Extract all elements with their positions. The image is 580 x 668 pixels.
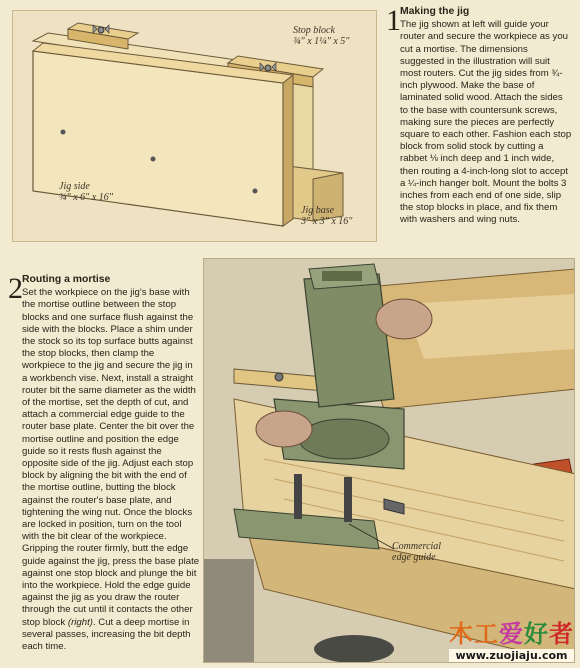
router-drawing — [204, 259, 575, 663]
step-1-title: Making the jig — [400, 6, 470, 17]
step-2-title: Routing a mortise — [22, 274, 111, 285]
watermark-url: www.zuojiaju.com — [449, 649, 574, 662]
step-1-number: 1 — [386, 4, 401, 37]
step-2-text — [8, 274, 200, 653]
jig-illustration — [12, 10, 377, 242]
step-1-text — [386, 6, 572, 227]
watermark — [449, 614, 574, 662]
jig-side-label: Jig side ¾" x 6" x 16" — [59, 181, 113, 203]
watermark-chars: 木工爱好者 — [449, 620, 574, 648]
step-2-body: Set the workpiece on the jig's base with the mortise outline between the stop blocks and one surface flush against the side with the blocks. Place a shim under the stock so its top surface butts against the stop blocks, then clamp the workpiece to the jig and secure the jig in a workbench vise. Next, install a straight router bit the same diameter as the width of the mortise, set the depth of cut, and attach a commercial edge guide to the router base plate. Center the bit over the mortise outline and position the edge guide so it rests flush against the opposite side of the jig. Adjust each stop block by aligning the bit with the end of the mortise outline, butting the block against the router's base plate, and tightening the wing nut. Once the blocks are locked in position, turn on the tool with the bit clear of the workpiece. Gripping the router firmly, butt the edge guide against the jig, press the base plate against one stop block and plunge the bit into the workpiece. Hold the edge guide against the jig as you draw the router through the cut until it contacts the other stop block (right). Cut a deep mortise in several passes, increasing the bit depth each time. — [22, 287, 200, 653]
stop-block-label: Stop block ¾" x 1¼" x 5" — [293, 25, 350, 47]
edge-guide-label: Commercial edge guide — [392, 541, 442, 563]
routing-mortise-illustration — [203, 258, 575, 663]
step-1-body: The jig shown at left will guide your router and secure the workpiece as you cut a mortise. The dimensions suggested in the illustration will suit most routers. Cut the jig sides from ¾-inch plywood. Make the base of laminated solid wood. Attach the sides to the base with countersunk screws, making sure the pieces are perfectly square to each other. Fashion each stop block from solid stock by cutting a rabbet ⅛ inch deep and 1 inch wide, then routing a 4-inch-long slot to accept a ¼-inch hanger bolt. Mount the bolts 3 inches from each end of one side, slip the stop blocks in place, and fix them with washers and wing nuts. — [400, 19, 572, 226]
step-2-number: 2 — [8, 272, 23, 305]
jig-base-label: Jig base 3" x 3" x 16" — [301, 205, 353, 227]
